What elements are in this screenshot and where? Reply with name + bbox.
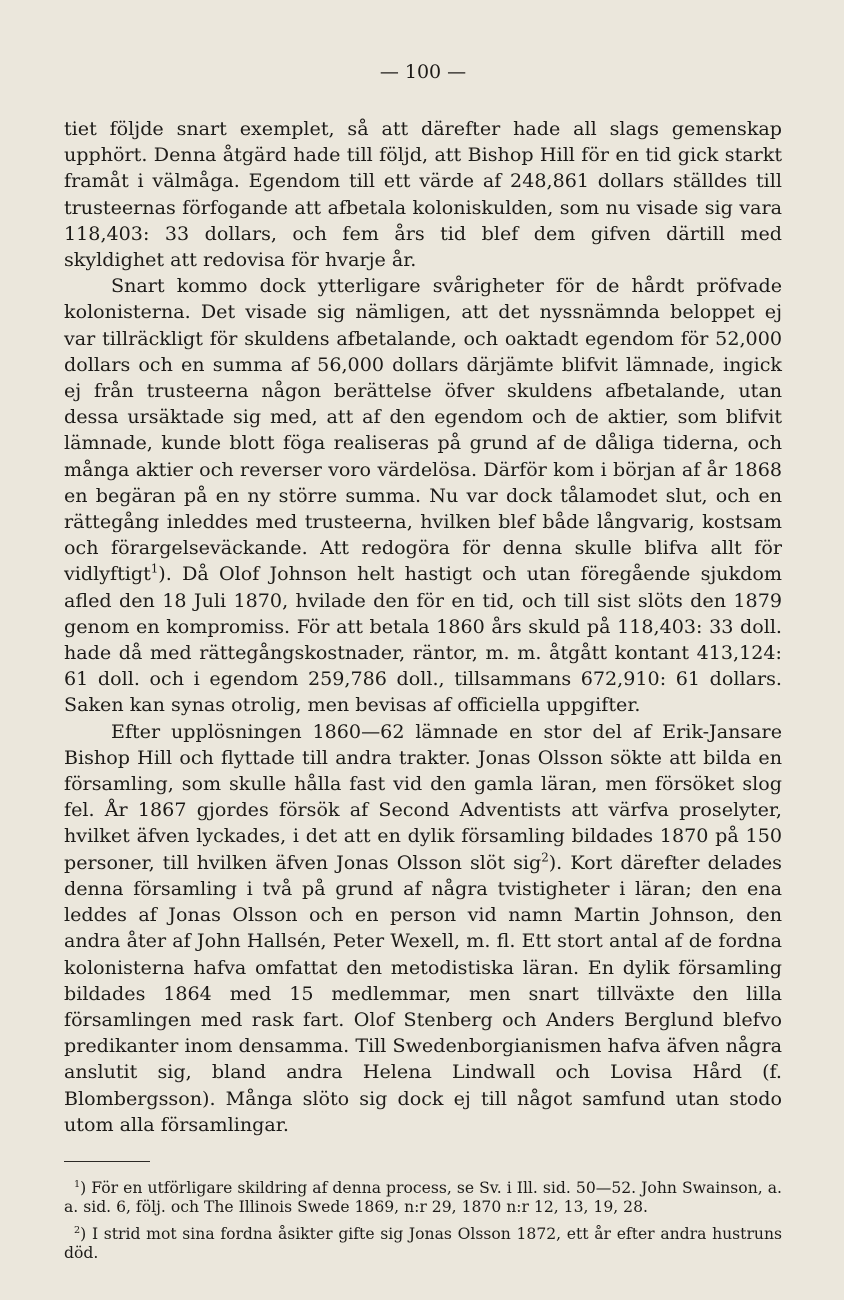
footnote-2-mark: 2 [74,1224,81,1236]
footnote-2-text: I strid mot sina fordna åsikter gifte sig Jonas Olsson 1872, ett år efter andra hustruns död. [64,1224,782,1262]
footnote-ref-2[interactable]: 2 [541,850,549,865]
paragraph-2-end: ). [158,562,172,586]
paragraph-3 [64,719,782,1138]
footnote-1-mark: 1 [74,1178,81,1190]
footnote-1: $^1$) För en utförligare skildring af denna process, se Sv. i Ill. sid. 50—52. John Swainson, a. a. sid. 6, följ. och The Illinois Swede 1869, n:r 29, 1870 n:r 12, 13, 19, 28. [64,1178,782,1216]
paragraph-1: tiet följde snart exemplet, så att därefter hade all slags gemenskap upphört. Denna åtgärd hade till följd, att Bishop Hill för en tid gick starkt framåt i välmåga. Egendom till ett värde af 248,861 dollars ställdes till trusteernas förfogande att afbetala koloniskulden, som nu visade sig vara 118,403: 33 dollars, och fem års tid blef dem gifven därtill med skyldighet att redovisa för hvarje år. [64,117,782,272]
paragraph-2-text: Snart kommo dock ytterligare svårigheter för de hårdt pröfvade kolonisterna. Det visade sig nämligen, att det nyssnämnda beloppet ej var tillräckligt för skuldens afbetalande, och oaktadt egendom för 52,000 dollars och en summa af 56,000 dollars därjämte blifvit lämnade, ingick ej från trusteerna någon berättelse öfver skuldens afbetalande, utan dessa ursäktade sig med, att af den egendom och de aktier, som blifvit lämnade, kunde blott föga realiseras på grund af de dåliga tiderna, och många aktier och reverser voro värdelösa. Därför kom i början af år 1868 en begäran på en ny större summa. Nu var dock tålamodet slut, och en rättegång inleddes med trusteerna, hvilken blef både långvarig, kostsam och förargelseväckande. Att redogöra för denna skulle blifva allt för vidlyftigt [64,274,782,586]
footnote-ref-1[interactable]: 1 [150,562,159,577]
footnote-2: $^2$) I strid mot sina fordna åsikter gifte sig Jonas Olsson 1872, ett år efter andra hustruns död. [64,1224,782,1262]
footnote-1-text: För en utförligare skildring af denna process, se Sv. i Ill. sid. 50—52. John Swainson, a. a. sid. 6, följ. och The Illinois Swede 1869, n:r 29, 1870 n:r 12, 13, 19, 28. [64,1178,782,1216]
paragraph-2 [64,273,782,718]
body-text [64,116,782,1138]
paragraph-2-continued: Då Olof Johnson helt hastigt och utan föregående sjukdom afled den 18 Juli 1870, hvilade den för en tid, och till sist slöts den 1879 genom en kompromiss. För att betala 1860 års skuld på 118,403: 33 doll. hade då med rättegångskostnader, räntor, m. m. åtgått kontant 413,124: 61 doll. och i egendom 259,786 doll., tillsammans 672,910: 61 dollars. Saken kan synas otrolig, men bevisas af officiella uppgifter. [64,562,782,717]
page-number: — 100 — [379,61,467,83]
paragraph-3-continued: Kort därefter delades denna församling i två på grund af några tvistigheter i läran; den ena leddes af Jonas Olsson och en person vid namn Martin Johnson, den andra åter af John Hallsén, Peter Wexell, m. fl. Ett stort antal af de fordna kolonisterna hafva omfattat den metodistiska läran. En dylik församling bildades 1864 med 15 medlemmar, men snart tillväxte den lilla församlingen med rask fart. Olof Stenberg och Anders Berglund blefvo predikanter inom densamma. Till Swedenborgianismen hafva äfven några anslutit sig, bland andra Helena Lindwall och Lovisa Hård (f. Blombergsson). Många slöto sig dock ej till något samfund utan stodo utom alla församlingar. [64,850,782,1136]
footnotes [64,1179,782,1263]
paragraph-3-sep: ). [548,850,563,874]
footnote-separator [64,1161,150,1162]
paragraph-3-text: Efter upplösningen 1860—62 lämnade en stor del af Erik-Jansare Bishop Hill och flyttade till andra trakter. Jonas Olsson sökte att bilda en församling, som skulle hålla fast vid den gamla läran, men försöket slog fel. År 1867 gjordes försök af Second Adventists att värfva proselyter, hvilket äfven lyckades, i det att en dylik församling bildades 1870 på 150 personer, till hvilken äfven Jonas Olsson slöt sig [64,719,782,874]
document-page [64,60,782,1271]
